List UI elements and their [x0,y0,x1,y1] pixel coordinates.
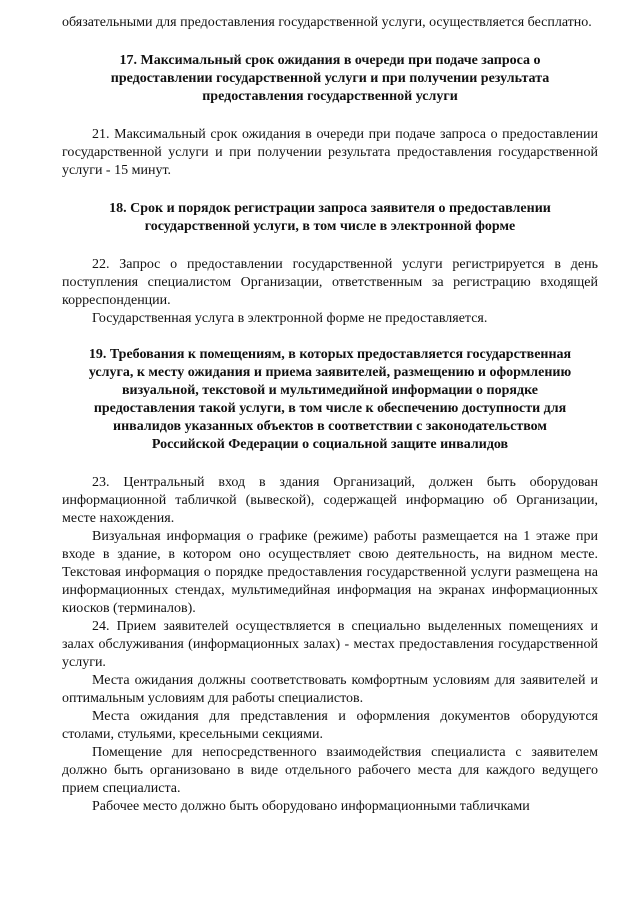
heading-section-19: 19. Требования к помещениям, в которых предоставляется государственная услуга, к месту ожидания и приема заявителей, размещению и оформлению визуальной, текстовой и мультимедийной информации о порядке предоставления такой услуги, в том числе к обеспечению доступности для инвалидов указанных объектов в соответствии с законодательством Российской Федерации о социальной защите инвалидов [88,347,572,452]
paragraph-24-workplace-equipment: Рабочее место должно быть оборудовано информационными табличками [92,799,530,814]
paragraph-24-furniture: Места ожидания для представления и оформления документов оборудуются столами, стульями, кресельными секциями. [62,709,598,742]
paragraph-continuation: обязательными для предоставления государственной услуги, осуществляется бесплатно. [62,15,592,30]
paragraph-24-waiting-places: Места ожидания должны соответствовать комфортным условиям для заявителей и оптимальным условиям для работы специалистов. [62,673,598,706]
paragraph-23-visual-info: Визуальная информация о графике (режиме) работы размещается на 1 этаже при входе в здание, в котором оно осуществляет свою деятельность, на видном месте. Текстовая информация о порядке предоставления государственной услуги размещена на информационных стендах, мультимедийная информация на экранах информационных киосков (терминалов). [62,529,598,616]
paragraph-24-workplace: Помещение для непосредственного взаимодействия специалиста с заявителем должно быть организовано в виде отдельного рабочего места для каждого ведущего прием специалиста. [62,745,598,796]
paragraph-24: 24. Прием заявителей осуществляется в специально выделенных помещениях и залах обслуживания (информационных залах) - местах предоставления государственной услуги. [62,619,598,670]
heading-section-18: 18. Срок и порядок регистрации запроса заявителя о предоставлении государственной услуги, в том числе в электронной форме [109,201,551,234]
paragraph-22: 22. Запрос о предоставлении государственной услуги регистрируется в день поступления специалистом Организации, ответственным за регистрацию входящей корреспонденции. [62,257,598,308]
paragraph-23: 23. Центральный вход в здания Организаций, должен быть оборудован информационной табличкой (вывеской), содержащей информацию об Организации, месте нахождения. [62,475,598,526]
paragraph-22-electronic: Государственная услуга в электронной форме не предоставляется. [92,311,488,326]
heading-section-17: 17. Максимальный срок ожидания в очереди при подаче запроса о предоставлении государственной услуги и при получении результата предоставления государственной услуги [110,53,550,104]
paragraph-21: 21. Максимальный срок ожидания в очереди при подаче запроса о предоставлении государственной услуги и при получении результата предоставления государственной услуги - 15 минут. [62,127,598,178]
